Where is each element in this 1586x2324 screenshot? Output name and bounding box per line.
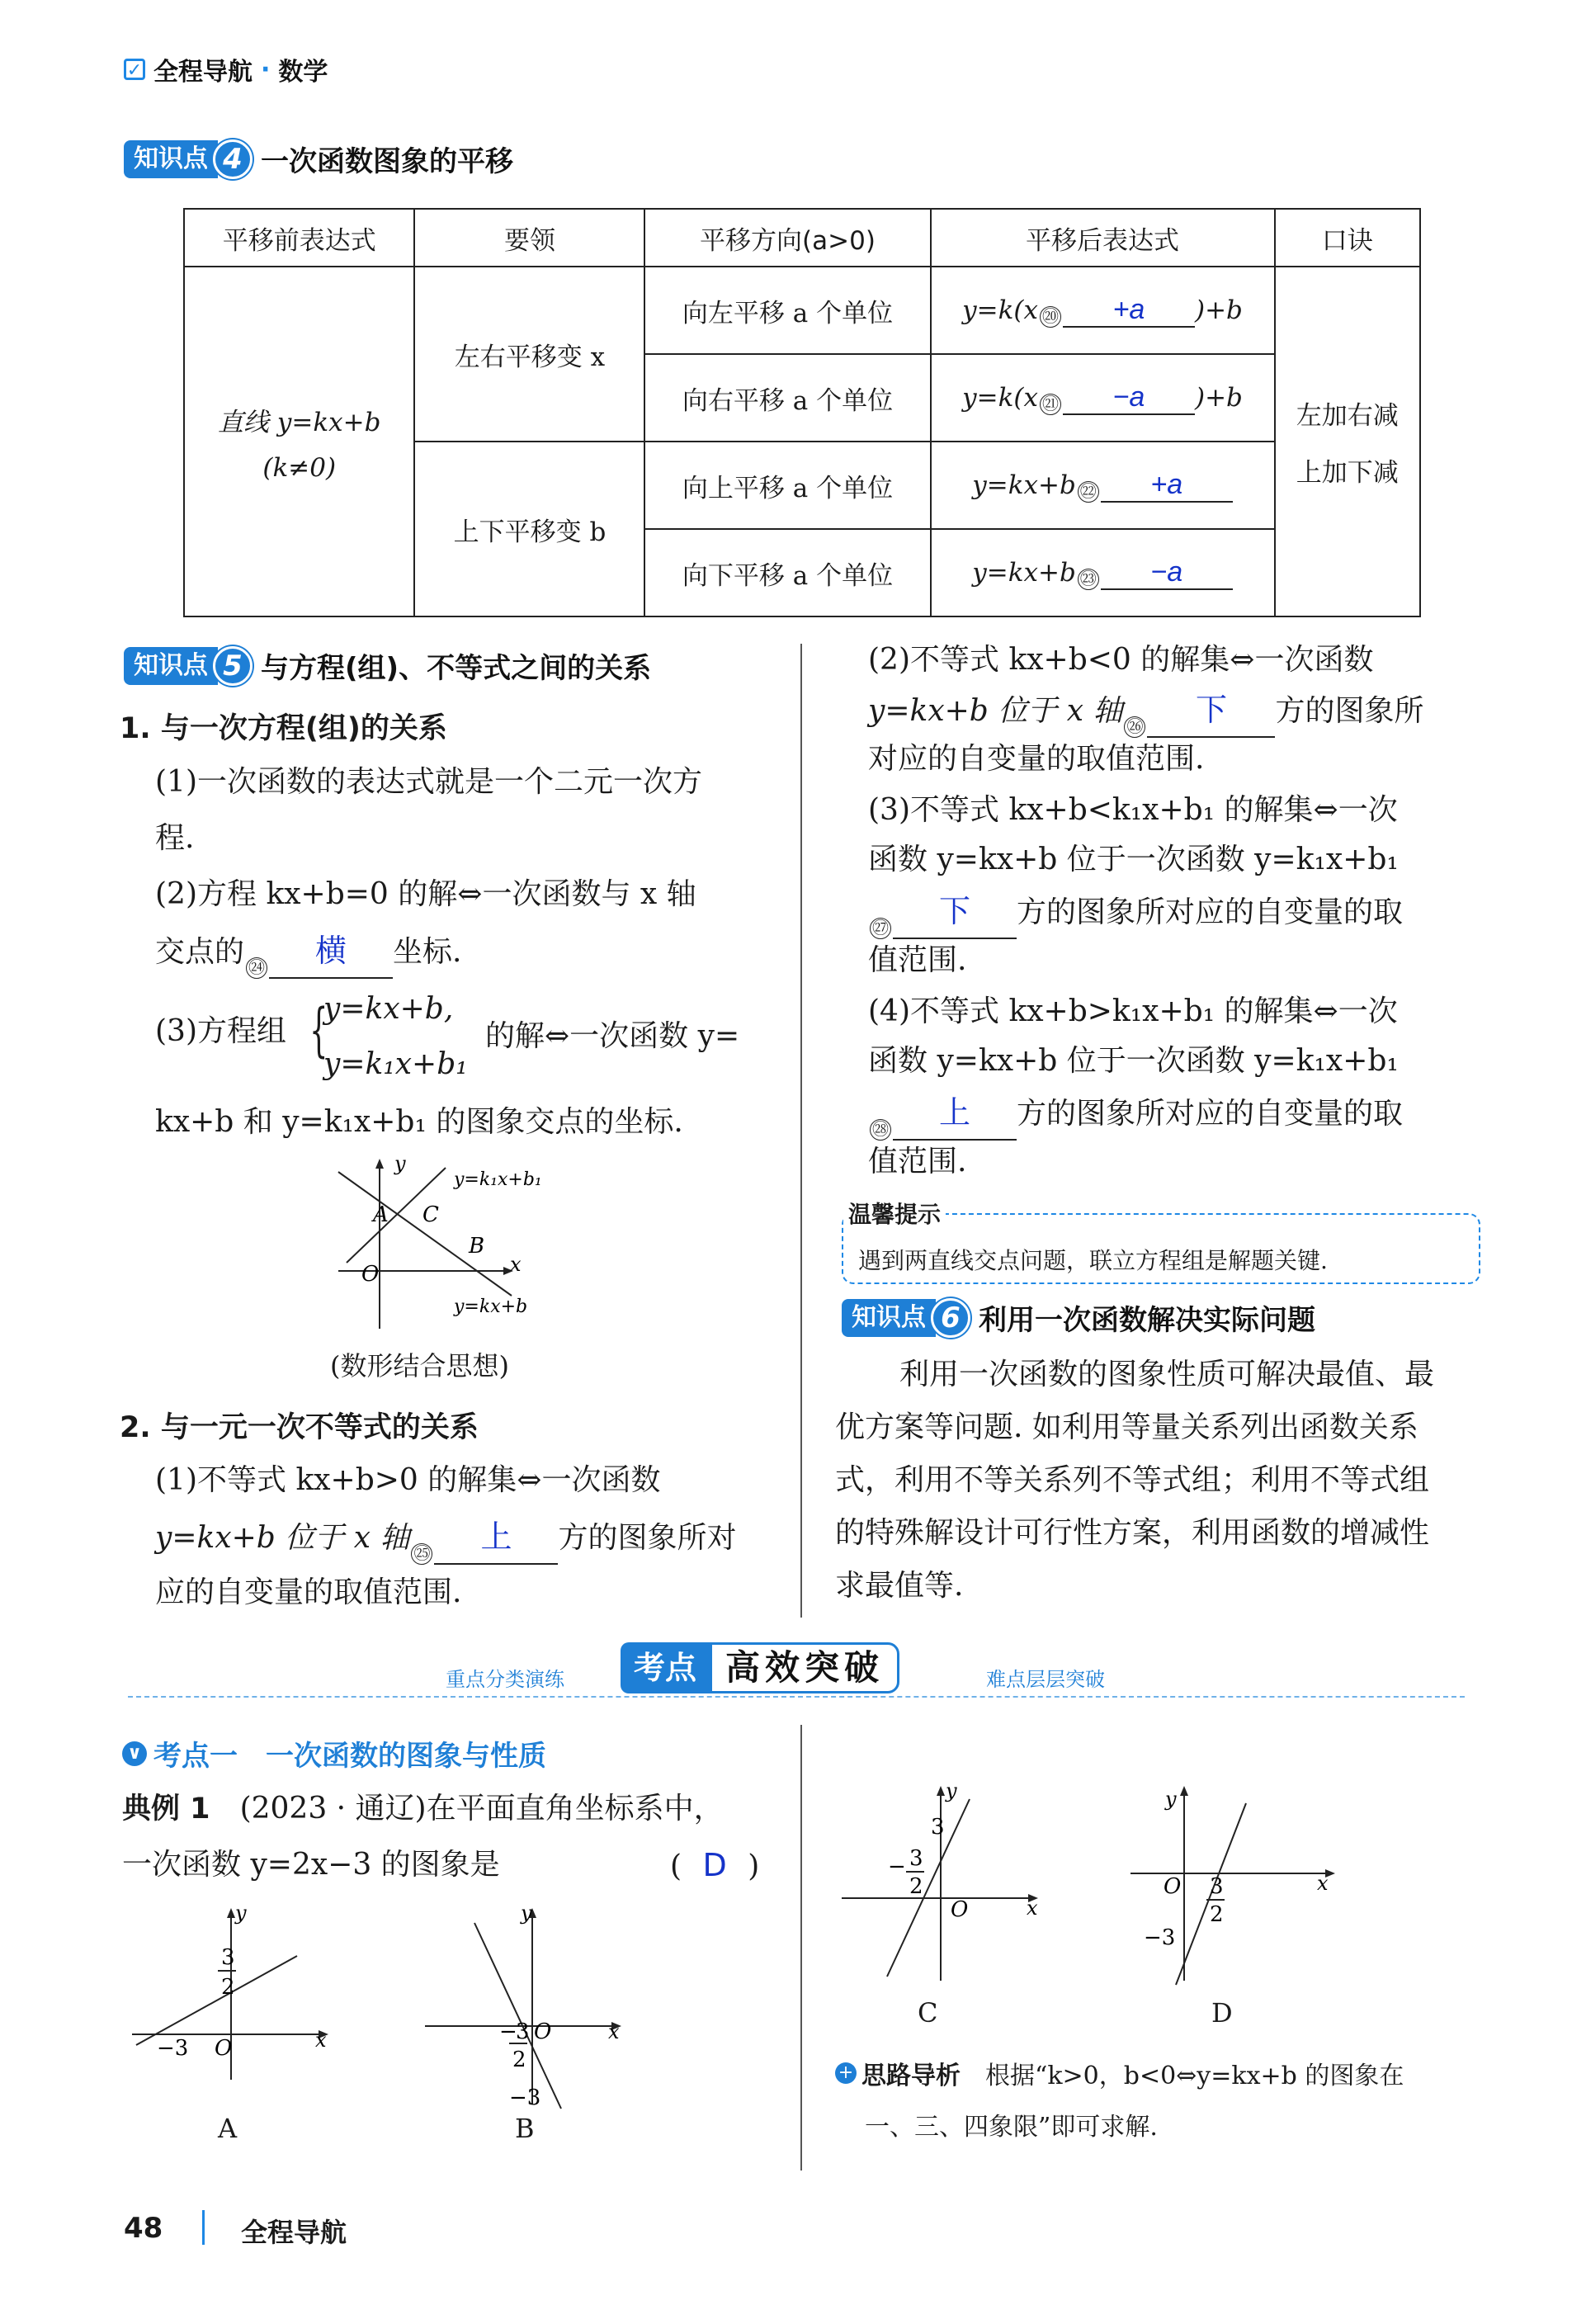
banner-a: 考点 bbox=[621, 1642, 710, 1693]
page-header bbox=[124, 51, 328, 87]
banner-left-text: 重点分类演练 bbox=[446, 1668, 564, 1691]
banner-b: 高效突破 bbox=[710, 1642, 899, 1693]
tip-title: 温馨提示 bbox=[843, 1197, 946, 1230]
svg-text:O: O bbox=[534, 2019, 552, 2044]
intersection-graph bbox=[322, 1155, 586, 1337]
line-expr: 直线 y=kx+b bbox=[217, 407, 381, 437]
blank-num-23: ㉓ bbox=[1078, 569, 1099, 590]
cell-dir-left: 向左平移 a 个单位 bbox=[644, 267, 930, 354]
svg-text:2: 2 bbox=[512, 2048, 526, 2072]
header-dot: · bbox=[261, 54, 271, 84]
expr-post: )+b bbox=[1194, 382, 1243, 413]
s2-p1a: (1)不等式 kx+b>0 的解集⇔一次函数 bbox=[155, 1463, 661, 1497]
blank-num-21: ㉑ bbox=[1040, 394, 1061, 415]
chevron-down-icon: ∨ bbox=[122, 1741, 147, 1766]
r-p3b: 函数 y=kx+b 位于一次函数 y=k₁x+b₁ bbox=[868, 843, 1399, 876]
svg-text:y: y bbox=[521, 1901, 532, 1925]
r-p2b bbox=[868, 685, 1423, 738]
graph-origin: O bbox=[361, 1262, 380, 1287]
s1-p1a: (1)一次函数的表达式就是一个二元一次方 bbox=[155, 765, 702, 799]
s1-p3-post: 的解⇔一次函数 y= bbox=[485, 1019, 740, 1053]
kp5-num: 5 bbox=[213, 646, 253, 686]
kp6-line-4: 的特殊解设计可行性方案，利用函数的增减性 bbox=[835, 1516, 1430, 1550]
page-number: 48 bbox=[124, 2212, 163, 2245]
ex-line-1 bbox=[122, 1784, 724, 1834]
r-p3d: 值范围. bbox=[868, 943, 967, 977]
blank-num-22: ㉒ bbox=[1078, 481, 1099, 503]
line-cond: (k≠0) bbox=[262, 452, 337, 483]
s2-p1c: 应的自变量的取值范围. bbox=[155, 1575, 462, 1609]
r-p3a: (3)不等式 kx+b<k₁x+b₁ 的解集⇔一次 bbox=[868, 793, 1398, 827]
cell-expr-up bbox=[931, 442, 1275, 529]
cell-dir-up: 向上平移 a 个单位 bbox=[644, 442, 930, 529]
y-arrow bbox=[375, 1159, 384, 1169]
option-c-graph bbox=[833, 1783, 1048, 1989]
graph-b: B bbox=[469, 1234, 485, 1259]
graph-l2: y=kx+b bbox=[454, 1297, 528, 1317]
svg-text:−3: −3 bbox=[509, 2085, 541, 2110]
th-before: 平移前表达式 bbox=[184, 209, 414, 267]
cell-dir-down: 向下平移 a 个单位 bbox=[644, 529, 930, 616]
ex-label: 典例 1 bbox=[122, 1793, 210, 1826]
kp6-label: 知识点 bbox=[842, 1299, 936, 1337]
kp6-num: 6 bbox=[931, 1298, 970, 1338]
option-d-graph bbox=[1122, 1783, 1345, 1989]
graph-a: A bbox=[373, 1202, 389, 1227]
s1-p3-eq2: y=k₁x+b₁ bbox=[323, 1047, 468, 1081]
blank-num-24: ㉔ bbox=[246, 957, 267, 979]
blank-answer-27: 下 bbox=[938, 893, 970, 929]
kp6-line-2: 优方案等问题. 如利用等量关系列出函数关系 bbox=[835, 1410, 1418, 1444]
graph-caption: (数形结合思想) bbox=[330, 1350, 509, 1382]
kp4-label: 知识点 bbox=[124, 140, 218, 178]
svg-text:3: 3 bbox=[1210, 1874, 1224, 1899]
ex-answer: D bbox=[702, 1847, 727, 1883]
expr-pre: y=k(x bbox=[962, 295, 1038, 325]
checkbox-icon: ✓ bbox=[124, 59, 145, 80]
svg-text:3: 3 bbox=[931, 1815, 945, 1840]
svg-text:y: y bbox=[235, 1901, 247, 1925]
r-p4d: 值范围. bbox=[868, 1145, 967, 1179]
blank-num-20: ⑳ bbox=[1040, 306, 1061, 328]
th-direction: 平移方向(a>0) bbox=[644, 209, 930, 267]
footer-title: 全程导航 bbox=[241, 2217, 347, 2248]
s1-p3-pre: (3)方程组 bbox=[155, 1014, 286, 1048]
blank-num-25: ㉕ bbox=[411, 1543, 432, 1565]
s2-p1b-pre: y=kx+b 位于 x 轴 bbox=[155, 1521, 410, 1555]
cell-rhyme bbox=[1275, 267, 1420, 616]
rhyme-2: 上加下减 bbox=[1296, 458, 1399, 488]
option-b-label: B bbox=[515, 2113, 535, 2144]
header-subject: 数学 bbox=[278, 58, 328, 87]
cell-expr-right bbox=[931, 354, 1275, 442]
svg-text:2: 2 bbox=[1210, 1902, 1224, 1927]
s1-heading: 1. 与一次方程(组)的关系 bbox=[120, 712, 447, 745]
s1-p2a: (2)方程 kx+b=0 的解⇔一次函数与 x 轴 bbox=[155, 877, 696, 911]
blank-answer-22: +a bbox=[1101, 469, 1233, 503]
ex-answer-box bbox=[670, 1840, 759, 1892]
svg-text:x: x bbox=[1317, 1872, 1329, 1895]
graph-l1: y=k₁x+b₁ bbox=[454, 1169, 542, 1190]
banner bbox=[621, 1642, 899, 1693]
graph-x-label: x bbox=[510, 1253, 522, 1276]
svg-text:−3: −3 bbox=[157, 2036, 189, 2061]
svg-text:3: 3 bbox=[909, 1846, 923, 1871]
blank-answer-26: 下 bbox=[1195, 692, 1227, 728]
cell-line bbox=[184, 267, 414, 616]
blank-26 bbox=[1147, 685, 1275, 738]
svg-text:y: y bbox=[1165, 1788, 1177, 1811]
cell-dir-right: 向右平移 a 个单位 bbox=[644, 354, 930, 442]
blank-num-28: ㉘ bbox=[870, 1119, 891, 1141]
plus-icon: + bbox=[835, 2062, 857, 2084]
cell-ud: 上下平移变 b bbox=[414, 442, 644, 616]
ex-src: (2023 · 通辽)在平面直角坐标系中， bbox=[239, 1792, 724, 1826]
cell-expr-left bbox=[931, 267, 1275, 354]
r-p4b: 函数 y=kx+b 位于一次函数 y=k₁x+b₁ bbox=[868, 1044, 1399, 1078]
s1-p2b bbox=[155, 926, 461, 979]
r-p2b-post: 方的图象所 bbox=[1275, 694, 1424, 728]
expr-pre: y=kx+b bbox=[972, 470, 1076, 500]
s1-p3-eq1: y=kx+b, bbox=[323, 992, 454, 1026]
svg-text:−: − bbox=[888, 1854, 906, 1879]
banner-right-text: 难点层层突破 bbox=[986, 1668, 1105, 1691]
hint-line-1 bbox=[835, 2055, 1404, 2091]
blank-24 bbox=[269, 926, 393, 979]
r-p4c-post: 方的图象所对应的自变量的取 bbox=[1017, 1097, 1404, 1131]
r-p2a: (2)不等式 kx+b<0 的解集⇔一次函数 bbox=[868, 643, 1374, 677]
ex-question: 一次函数 y=2x−3 的图象是 bbox=[122, 1848, 500, 1882]
svg-text:y: y bbox=[946, 1783, 957, 1802]
svg-text:3: 3 bbox=[221, 1945, 235, 1970]
kp4-title: 一次函数图象的平移 bbox=[261, 145, 513, 178]
svg-text:−3: −3 bbox=[1144, 1925, 1176, 1950]
svg-text:x: x bbox=[1027, 1897, 1038, 1920]
r-p3c bbox=[868, 886, 1403, 939]
blank-num-26: ㉖ bbox=[1124, 716, 1145, 738]
r-p4c bbox=[868, 1088, 1403, 1141]
blank-answer-21: −a bbox=[1063, 381, 1195, 415]
blank-answer-25: 上 bbox=[480, 1519, 512, 1555]
blank-answer-24: 横 bbox=[315, 933, 347, 969]
option-a-label: A bbox=[218, 2113, 238, 2144]
header-title: 全程导航 bbox=[153, 58, 253, 87]
blank-27 bbox=[893, 886, 1017, 939]
r-p2b-pre: y=kx+b 位于 x 轴 bbox=[868, 694, 1123, 728]
kd1-title: 考点一 一次函数的图象与性质 bbox=[153, 1740, 546, 1773]
th-key: 要领 bbox=[414, 209, 644, 267]
brace-icon: { bbox=[309, 996, 328, 1064]
kd1-heading bbox=[122, 1733, 546, 1774]
cell-lr: 左右平移变 x bbox=[414, 267, 644, 442]
r-p3c-post: 方的图象所对应的自变量的取 bbox=[1017, 895, 1404, 929]
blank-num-27: ㉗ bbox=[870, 918, 891, 939]
graph-c: C bbox=[422, 1202, 439, 1227]
s2-p1b-post: 方的图象所对 bbox=[558, 1521, 737, 1555]
rhyme-1: 左加右减 bbox=[1296, 401, 1399, 431]
svg-text:2: 2 bbox=[221, 1975, 235, 2000]
r-p2c: 对应的自变量的取值范围. bbox=[868, 742, 1205, 776]
s1-p3c: kx+b 和 y=k₁x+b₁ 的图象交点的坐标. bbox=[155, 1105, 683, 1139]
column-divider-2 bbox=[800, 1725, 802, 2170]
blank-answer-28: 上 bbox=[938, 1094, 970, 1131]
svg-text:−: − bbox=[499, 2019, 517, 2044]
blank-answer-20: +a bbox=[1063, 294, 1195, 328]
svg-text:O: O bbox=[215, 2036, 233, 2061]
svg-text:2: 2 bbox=[909, 1874, 923, 1899]
kp6-line-1: 利用一次函数的图象性质可解决最值、最 bbox=[899, 1358, 1435, 1391]
hint-label: 思路导析 bbox=[861, 2062, 961, 2090]
kp6-tag bbox=[842, 1297, 1315, 1338]
svg-text:O: O bbox=[951, 1897, 969, 1922]
svg-text:x: x bbox=[608, 2020, 620, 2043]
kp5-label: 知识点 bbox=[124, 647, 218, 685]
option-a-graph bbox=[124, 1898, 338, 2088]
tip-text: 遇到两直线交点问题，联立方程组是解题关键. bbox=[858, 1247, 1328, 1274]
kp4-num: 4 bbox=[213, 139, 253, 179]
th-after: 平移后表达式 bbox=[931, 209, 1275, 267]
blank-28 bbox=[893, 1088, 1017, 1141]
s1-p1b: 程. bbox=[155, 821, 195, 855]
svg-text:x: x bbox=[315, 2029, 327, 2052]
s2-p1b bbox=[155, 1512, 736, 1565]
option-d-label: D bbox=[1211, 1997, 1233, 2029]
kp5-title: 与方程(组)、不等式之间的关系 bbox=[261, 652, 652, 685]
translation-table bbox=[183, 208, 1421, 617]
expr-pre: y=k(x bbox=[962, 382, 1038, 413]
hint-text-1: 根据“k>0，b<0⇔y=kx+b 的图象在 bbox=[985, 2062, 1404, 2090]
option-b-graph bbox=[417, 1898, 631, 2113]
hint-text-2: 一、三、四象限”即可求解. bbox=[865, 2113, 1158, 2142]
expr-post: )+b bbox=[1194, 295, 1243, 325]
kp5-tag bbox=[124, 645, 651, 686]
footer-divider bbox=[202, 2210, 205, 2245]
graph-y-label: y bbox=[394, 1155, 406, 1175]
kp6-line-3: 式，利用不等关系列不等式组；利用不等式组 bbox=[835, 1463, 1430, 1497]
ex-answer-l: ( bbox=[670, 1849, 682, 1883]
blank-25 bbox=[434, 1512, 558, 1565]
s2-heading: 2. 与一元一次不等式的关系 bbox=[120, 1411, 479, 1444]
expr-pre: y=kx+b bbox=[972, 557, 1076, 588]
s1-p2b-post: 坐标. bbox=[393, 935, 462, 969]
svg-text:3: 3 bbox=[516, 2019, 530, 2044]
blank-answer-23: −a bbox=[1101, 556, 1233, 590]
banner-divider bbox=[128, 1696, 1465, 1698]
kp6-title: 利用一次函数解决实际问题 bbox=[979, 1304, 1315, 1337]
option-c-label: C bbox=[918, 1997, 938, 2029]
svg-text:O: O bbox=[1164, 1874, 1182, 1899]
kp6-line-5: 求最值等. bbox=[835, 1569, 964, 1603]
s1-p2b-pre: 交点的 bbox=[155, 935, 245, 969]
r-p4a: (4)不等式 kx+b>k₁x+b₁ 的解集⇔一次 bbox=[868, 994, 1398, 1028]
kp4-tag bbox=[124, 139, 513, 179]
th-rhyme: 口诀 bbox=[1275, 209, 1420, 267]
ex-answer-r: ) bbox=[748, 1849, 760, 1883]
column-divider bbox=[800, 644, 802, 1618]
cell-expr-down bbox=[931, 529, 1275, 616]
